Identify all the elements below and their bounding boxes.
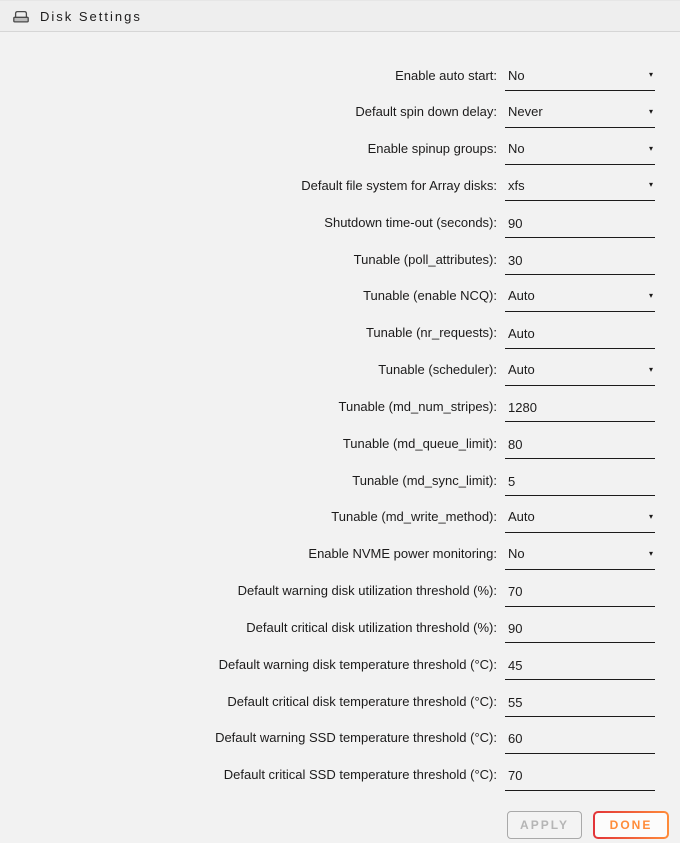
titlebar [0, 0, 680, 32]
form-row [0, 730, 680, 767]
form-row [0, 141, 680, 178]
dropdown-arrow-icon: ▾ [648, 106, 653, 116]
form-row [0, 509, 680, 546]
button-row [507, 811, 680, 839]
selected-value: Auto [508, 288, 535, 304]
setting-label: Default warning disk temperature threshold (°C): [218, 656, 497, 672]
setting-text-input[interactable] [505, 325, 655, 343]
form-row [0, 398, 680, 435]
form-row [0, 288, 680, 325]
form-row [0, 104, 680, 141]
setting-label: Tunable (nr_requests): [365, 325, 497, 341]
setting-input-field [505, 472, 655, 496]
dropdown-arrow-icon: ▾ [648, 290, 653, 300]
form-row [0, 67, 680, 104]
setting-select[interactable] [505, 288, 655, 312]
selected-value: xfs [508, 177, 525, 193]
setting-label: Shutdown time-out (seconds): [324, 214, 497, 230]
selected-value: No [508, 546, 525, 562]
setting-input-field [505, 730, 655, 754]
apply-button[interactable]: APPLY [507, 811, 582, 839]
form-row [0, 546, 680, 583]
setting-label: Tunable (md_write_method): [331, 509, 497, 525]
setting-label: Tunable (md_queue_limit): [342, 435, 497, 451]
setting-label: Tunable (enable NCQ): [363, 288, 497, 304]
form-row [0, 435, 680, 472]
dropdown-arrow-icon: ▾ [648, 70, 653, 79]
form-row [0, 472, 680, 509]
form-row [0, 251, 680, 288]
form-row [0, 583, 680, 620]
form-row [0, 693, 680, 730]
hdd-icon [12, 8, 30, 24]
dropdown-arrow-icon: ▾ [648, 180, 653, 190]
setting-label: Default critical SSD temperature threshold (°C): [223, 767, 497, 783]
form-row [0, 656, 680, 693]
form-row [0, 177, 680, 214]
setting-label: Enable spinup groups: [367, 141, 497, 157]
form-row [0, 767, 680, 804]
form-row [0, 325, 680, 362]
setting-text-input[interactable] [505, 583, 655, 601]
form-row [0, 362, 680, 399]
setting-input-field [505, 398, 655, 422]
setting-select[interactable] [505, 104, 655, 128]
setting-text-input[interactable] [505, 693, 655, 711]
setting-select[interactable] [505, 67, 655, 91]
done-button-border [593, 811, 669, 839]
setting-text-input[interactable] [505, 619, 655, 637]
form-row [0, 214, 680, 251]
setting-text-input[interactable] [505, 398, 655, 416]
setting-select[interactable] [505, 362, 655, 386]
setting-label: Tunable (md_sync_limit): [352, 472, 497, 488]
page-title: Disk Settings [40, 8, 142, 24]
setting-label: Default spin down delay: [355, 104, 497, 120]
setting-input-field [505, 656, 655, 680]
dropdown-arrow-icon: ▾ [648, 511, 653, 521]
selected-value: No [508, 67, 525, 83]
setting-text-input[interactable] [505, 435, 655, 453]
setting-input-field [505, 251, 655, 275]
setting-label: Default file system for Array disks: [301, 177, 497, 193]
setting-input-field [505, 583, 655, 607]
selected-value: Auto [508, 362, 535, 378]
dropdown-arrow-icon: ▾ [648, 548, 653, 558]
setting-label: Default warning SSD temperature threshold (°C): [215, 730, 497, 746]
setting-input-field [505, 214, 655, 238]
done-button[interactable]: DONE [595, 813, 667, 837]
setting-select[interactable] [505, 177, 655, 201]
form-row [0, 619, 680, 656]
setting-label: Default critical disk utilization threshold (%): [246, 619, 497, 635]
setting-select[interactable] [505, 546, 655, 570]
settings-form [0, 32, 680, 804]
setting-label: Tunable (md_num_stripes): [338, 398, 497, 414]
setting-input-field [505, 435, 655, 459]
setting-label: Default warning disk utilization threshold (%): [237, 583, 497, 599]
setting-label: Enable auto start: [395, 67, 497, 83]
dropdown-arrow-icon: ▾ [648, 364, 653, 374]
setting-label: Enable NVME power monitoring: [308, 546, 497, 562]
dropdown-arrow-icon: ▾ [648, 143, 653, 153]
setting-text-input[interactable] [505, 251, 655, 269]
setting-select[interactable] [505, 509, 655, 533]
setting-text-input[interactable] [505, 214, 655, 232]
setting-input-field [505, 325, 655, 349]
selected-value: Never [508, 104, 543, 120]
selected-value: No [508, 141, 525, 157]
setting-label: Tunable (poll_attributes): [353, 251, 497, 267]
setting-input-field [505, 693, 655, 717]
setting-select[interactable] [505, 141, 655, 165]
setting-text-input[interactable] [505, 767, 655, 785]
setting-label: Default critical disk temperature threshold (°C): [227, 693, 497, 709]
setting-label: Tunable (scheduler): [378, 362, 497, 378]
setting-input-field [505, 767, 655, 791]
setting-text-input[interactable] [505, 730, 655, 748]
selected-value: Auto [508, 509, 535, 525]
setting-input-field [505, 619, 655, 643]
setting-text-input[interactable] [505, 472, 655, 490]
setting-text-input[interactable] [505, 656, 655, 674]
